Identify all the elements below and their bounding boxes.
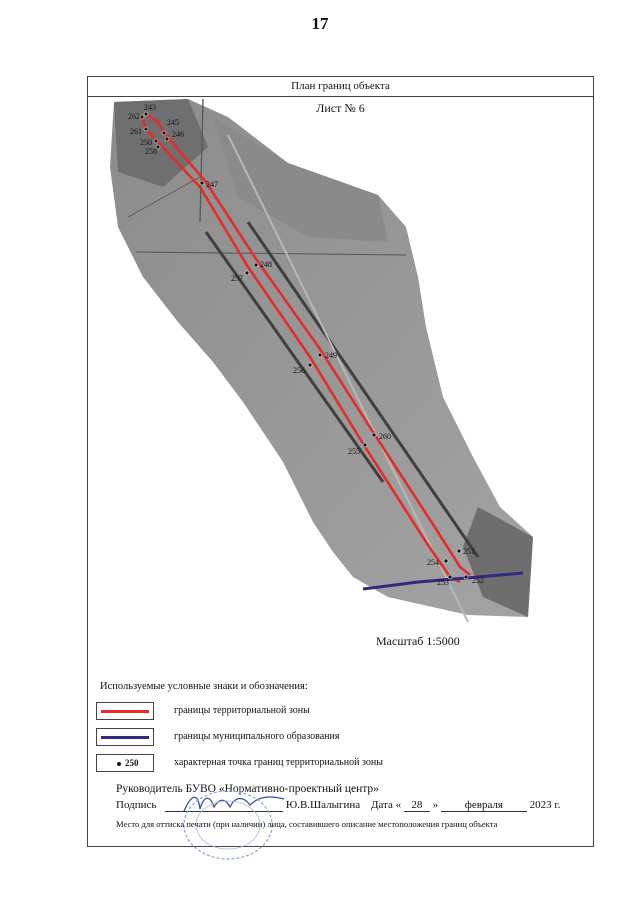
legend-swatch [96, 754, 154, 772]
point-250 [154, 139, 158, 143]
point-label: 249 [325, 351, 337, 360]
legend-label: границы территориальной зоны [174, 705, 310, 716]
scale-label: Масштаб 1:5000 [376, 634, 460, 648]
date-label: Дата « [370, 799, 402, 811]
date-year: 2023 г. [529, 799, 561, 811]
point-label: 252 [472, 576, 484, 585]
point-255 [363, 443, 367, 447]
point-label: 247 [206, 180, 218, 189]
date-day: 28 [404, 799, 430, 812]
aerial-map [88, 77, 593, 622]
sheet-number: Лист № 6 [316, 101, 365, 115]
point-260 [372, 433, 376, 437]
point-243 [144, 112, 148, 116]
legend-item-point [96, 754, 576, 774]
point-label: 258 [145, 147, 157, 156]
point-label: 251 [463, 547, 475, 556]
point-251 [457, 549, 461, 553]
point-label: 256 [293, 366, 305, 375]
point-247 [200, 181, 204, 185]
point-label: 248 [260, 260, 272, 269]
plan-title: План границ объекта [88, 77, 593, 97]
red-line-symbol [101, 710, 149, 713]
point-254 [444, 559, 448, 563]
sign-label: Подпись [116, 799, 157, 811]
legend-item-municipal [96, 728, 576, 748]
head-of-organization: Руководитель БУВО «Нормативно-проектный центр» [116, 783, 379, 795]
legend-swatch [96, 728, 154, 746]
stamp-place-note: Место для оттиска печати (при наличии) лица, составившего описание местоположения границ объекта [116, 819, 498, 829]
point-245 [162, 131, 166, 135]
point-label: 246 [172, 130, 184, 139]
legend-label: характерная точка границ территориальной зоны [174, 757, 383, 768]
point-label: 253 [437, 578, 449, 587]
point-261 [144, 127, 148, 131]
signer-name: Ю.В.Шалыгина [285, 799, 361, 811]
point-label: 255 [348, 447, 360, 456]
legend-swatch [96, 702, 154, 720]
point-label: 250 [140, 138, 152, 147]
point-label: 243 [144, 103, 156, 112]
point-label: 261 [130, 127, 142, 136]
legend-title: Используемые условные знаки и обозначения: [100, 681, 308, 692]
point-label: 254 [427, 558, 439, 567]
point-256 [308, 363, 312, 367]
point-252 [464, 575, 468, 579]
point-symbol [117, 762, 121, 766]
point-257 [245, 271, 249, 275]
point-label: 262 [128, 112, 140, 121]
date-quote: » [432, 799, 439, 811]
page-number: 17 [311, 14, 329, 33]
date-month: февраля [441, 799, 527, 812]
legend-label: границы муниципального образования [174, 731, 340, 742]
point-246 [165, 137, 169, 141]
point-label: 260 [379, 432, 391, 441]
point-262 [140, 115, 144, 119]
point-248 [254, 263, 258, 267]
point-label: 245 [167, 118, 179, 127]
point-label: 257 [231, 274, 243, 283]
blue-line-symbol [101, 736, 149, 739]
plan-frame [87, 76, 594, 847]
point-symbol-number: 250 [125, 758, 139, 768]
legend-item-zone [96, 702, 576, 722]
point-249 [318, 353, 322, 357]
